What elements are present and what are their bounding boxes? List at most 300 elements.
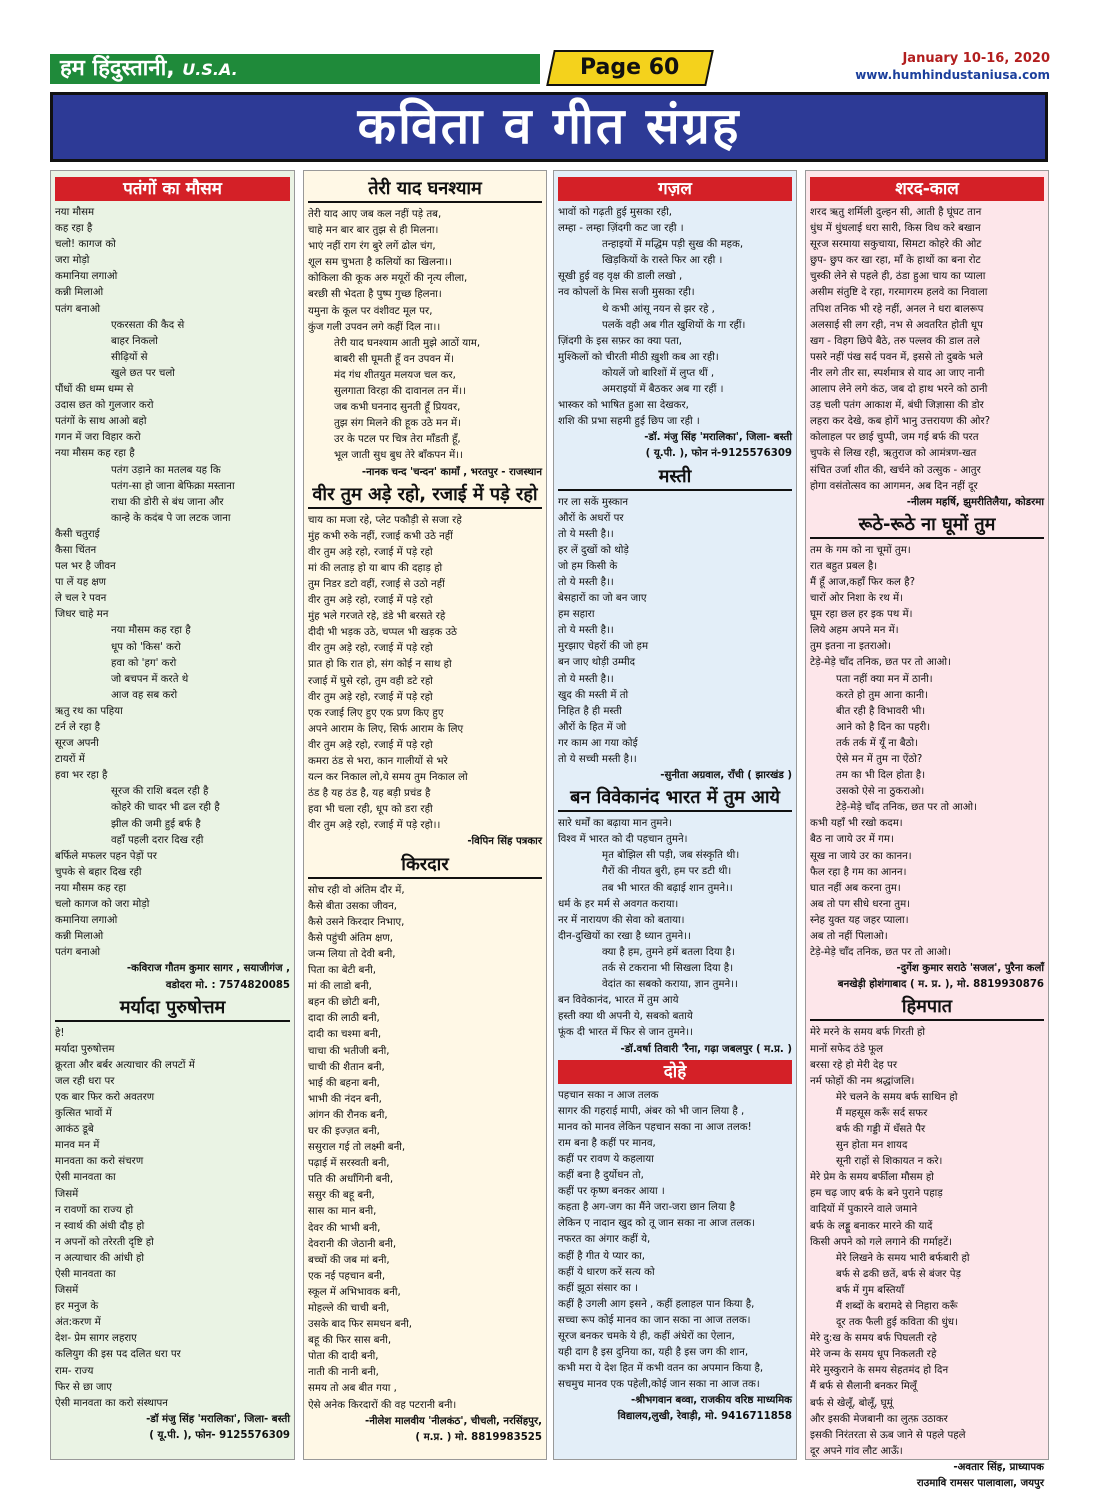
poem-line: जिसमें <box>55 1285 79 1297</box>
poem-line: बर्फिले मफलर पहन पेड़ों पर <box>55 850 157 862</box>
poem-line: जिधर चाहे मन <box>55 609 109 621</box>
poem-line: सचमुच मानव एक पहेली,कोई जान सका ना आज तक। <box>558 1379 760 1391</box>
poem-line: बीत रही है विभावरी भी। <box>836 705 926 717</box>
poem-line: धुंध में धुंधलाई धरा सारी, किस विध करे बखान <box>810 223 981 235</box>
poem-line: कहीं झूठा संसार का । <box>558 1282 638 1294</box>
poem-line: बहन की छोटी बनी, <box>308 997 380 1009</box>
poem-line: कमरा ठंड से भरा, कान गालीयों से भरे <box>308 756 448 767</box>
poem-line: कोहरे की चादर भी ढल रही है <box>111 802 220 814</box>
poem-line: हर मनुज के <box>55 1301 99 1313</box>
poem-line: उदास छत को गुलजार करो <box>55 400 154 412</box>
poem-line: धर्म के हर मर्म से अवगत कराया। <box>558 898 679 910</box>
poem-line: कभी यहाँ भी रखो कदम। <box>810 818 903 830</box>
poem-line: टेड़े-मेड़े चाँद तनिक, छत पर तो आओ। <box>810 947 951 959</box>
poem-line: पढ़ाई में सरस्वती बनी, <box>308 1158 390 1170</box>
poem-line: किसी अपने को गले लगाने की गर्माहटें। <box>810 1236 953 1248</box>
poem-line: राधा की डोरी से बंध जाना और <box>111 496 224 508</box>
poem-line: आने को है दिन का पहरी। <box>836 721 931 733</box>
poem-author: -अवतार सिंह, प्राध्यापक <box>953 1461 1044 1473</box>
poem-author: -डॉ. मंजु सिंह 'मरालिका', जिला- बस्ती <box>644 432 792 444</box>
poem-line: चुस्की लेने से पहले ही, ठंडा हुआ चाय का प्याला <box>810 271 986 283</box>
poem-line: तो ये सच्ची मस्ती है।। <box>558 754 637 765</box>
poem-title: मस्ती <box>558 465 792 491</box>
poem-author: -दुर्गेश कुमार सराठे 'सजल', पुरैना कलाँ <box>896 963 1044 975</box>
poem-line: जन्म लिया तो देवी बनी, <box>308 948 396 960</box>
poem-line: सूरज की राशि बदल रही है <box>111 786 209 798</box>
poem-author: -नीलेश मालवीय 'नीलकंठ', चीचली, नरसिंहपुर, <box>364 1415 542 1427</box>
poem-line: बच्चों की जब मां बनी, <box>308 1254 390 1266</box>
poem-line: देवरानी की जेठानी बनी, <box>308 1238 397 1250</box>
poem-line: बेसहारों का जो बन जाए <box>558 593 647 605</box>
poem-line: वहाँ पहली दरार दिख रही <box>111 834 204 846</box>
poem-line: और इसकी मेजबानी का लुत्फ़ उठाकर <box>810 1413 948 1425</box>
poem-author: -विपिन सिंह पत्रकार <box>467 836 542 848</box>
poem-line: मानों सफेद ठंडे फूल <box>810 1043 884 1055</box>
poem-line: पौंधों की धम्म धम्म से <box>55 384 134 396</box>
poem-author: बनखेड़ी होशंगाबाद ( म. प्र. ), मो. 8819930876 <box>837 979 1044 991</box>
poem-line: क्या है हम, तुमने हमें बतला दिया है। <box>602 946 735 958</box>
poem-line: एक रजाई लिए हुए एक प्रण किए हुए <box>308 707 444 719</box>
poem-line: गगन में जरा विहार करो <box>55 432 141 444</box>
poem-line: ऐसी मानवता का <box>55 1172 116 1184</box>
poem-line: पलकें वही अब गीत खुशियों के गा रहीं। <box>602 319 746 331</box>
poem-line: थे कभी आंसू नयन से झर रहे , <box>602 303 715 315</box>
poem-line: भास्कर को भाषित हुआ सा देखकर, <box>558 400 689 412</box>
poem-line: अमराइयों में बैठकर अब गा रहीं । <box>602 384 724 396</box>
poem-line: होगा वसंतोत्सव का आगमन, अब दिन नहीं दूर <box>810 480 978 492</box>
poem-author: ( यू.पी. ), फोन नं-9125576309 <box>645 448 792 460</box>
poem-author: राउमावि रामसर पालावाला, जयपुर <box>916 1478 1044 1490</box>
poem-line: वीर तुम अड़े रहो, रजाई में पड़े रहो <box>308 595 433 607</box>
poem-line: कमानिया लगाओ <box>55 915 118 927</box>
poem-line: बर्फ से खेलूँ, बोलूँ, घूमूं <box>810 1397 893 1409</box>
poem-title: बन विवेकानंद भारत में तुम आये <box>558 786 792 812</box>
poem-line: बहू की फिर सास बनी, <box>308 1335 392 1347</box>
poem-line: कहीं है गीत ये प्यार का, <box>558 1250 646 1262</box>
poem-line: नीर लगे तीर सा, स्पर्शमात्र से याद आ जाए नानी <box>810 367 985 379</box>
poem-line: न अत्याचार की आंधी हो <box>55 1252 144 1264</box>
poem-line: इसकी निरंतरता से ऊब जाने से पहले पहले <box>810 1429 966 1441</box>
poem-line: गर काम आ गया कोई <box>558 737 638 749</box>
poem-line: मैं बर्फ से सैलानी बनकर मिलूँ <box>810 1381 917 1393</box>
poem-line: करते हो तुम आना कानी। <box>836 689 929 701</box>
poem-line: तो ये मस्ती है।। <box>558 673 614 685</box>
poem-line: प्रात हो कि रात हो, संग कोई न साथ हो <box>308 659 452 671</box>
column-4 <box>805 170 1049 1490</box>
poem-line: तेरी याद घनश्याम आती मुझे आठों याम, <box>334 337 481 349</box>
poem-line: लिये अहम अपने मन में। <box>810 625 899 637</box>
poem-line: मर्यादा पुरुषोत्तम <box>55 1043 115 1055</box>
poem-line: बन विवेकानंद, भारत में तुम आये <box>558 995 679 1007</box>
poem-line: बरछी सी भेदता है पुष्प गुच्छ हिलना। <box>308 289 442 301</box>
poem-author: -कविराज गौतम कुमार सागर , सयाजीगंज , <box>126 963 290 975</box>
poem-line: दादा की लाठी बनी, <box>308 1013 380 1025</box>
poem-line: कैसी चतुराई <box>55 528 100 540</box>
poem-line: कन्नी मिलाओ <box>55 287 104 299</box>
poem-line: वीर तुम अड़े रहो, रजाई में पड़े रहो <box>308 643 433 655</box>
poem-line: कोकिला की कूक अरु मयूरों की नृत्य लीला, <box>308 273 468 285</box>
poem-line: संचित उर्जा शीत की, खर्चने को उत्सुक - आतुर <box>810 464 981 476</box>
poem-line: मैं शब्दों के बरामदे से निहारा करूँ <box>836 1301 958 1312</box>
poem-line: क्रूरता और बर्बर अत्याचार की लपटों में <box>55 1059 195 1071</box>
poem-line: चाहे मन बार बार तुझ से ही मिलना। <box>308 225 439 237</box>
page-number: Page 60 <box>546 50 714 86</box>
poem-author: -श्रीभगवान बव्वा, राजकीय वरिष्ठ माध्यमिक <box>631 1395 792 1407</box>
poem-line: अब तो नहीं पिलाओ। <box>810 931 888 943</box>
poem-line: कह रहा है <box>55 223 93 235</box>
poem-line: कोयलें जो बारिशों में लुप्त थीं , <box>602 367 715 379</box>
poem-line: अंत:करण में <box>55 1317 101 1329</box>
poem-line: हवा भी चला रही, धूप को डरा रही <box>308 804 433 816</box>
poem-line: एक नई पहचान बनी, <box>308 1270 386 1282</box>
poem-title: शरद-काल <box>810 177 1044 201</box>
poem-line: चाचा की भतीजी बनी, <box>308 1045 390 1057</box>
poem-line: चलो कागज को जरा मोड़ो <box>55 899 150 911</box>
poem-title: हिमपात <box>810 995 1044 1021</box>
poem-line: कन्नी मिलाओ <box>55 931 104 943</box>
poem-line: दादी का चश्मा बनी, <box>308 1029 382 1041</box>
poem-line: मेरे मुस्कुराने के समय सेहतमंद हो दिन <box>810 1365 949 1377</box>
poem-line: धूप को 'किस' करो <box>111 641 181 653</box>
poem-line: पा लें यह क्षण <box>55 577 107 589</box>
poem-title: रूठे-रूठे ना घूमों तुम <box>810 513 1044 539</box>
poem-line: टर्न ले रहा है <box>55 722 101 733</box>
poem-line: पतंग बनाओ <box>55 947 101 959</box>
poem-line: पहचान सका न आज तलक <box>558 1089 659 1101</box>
poem-line: सूरज बनकर चमके ये ही, कहीं अंधेरों का ऐलान, <box>558 1331 735 1342</box>
poem-line: तम का भी दिल होता है। <box>836 770 926 782</box>
poem-line: मोहल्ले की चाची बनी, <box>308 1303 390 1314</box>
poem-line: शूल सम चुभता है कलियों का खिलना।। <box>308 257 453 269</box>
poem-line: नाती की नानी बनी, <box>308 1367 379 1379</box>
poem-line: मैं हूँ आज,कहाँ फिर कल है? <box>810 576 915 588</box>
poem-line: दूर तक फैली हुई कविता की धुंध। <box>836 1317 958 1329</box>
poem-line: भाई की बहना बनी, <box>308 1077 380 1089</box>
poem-line: तपिश तनिक भी रहे नहीं, अनल ने धरा बालरूप <box>810 303 984 315</box>
poem-line: लहरा कर देखे, कब होगें भानु उत्तरायण की ओर? <box>810 416 991 428</box>
poem-line: मां की लाडो बनी, <box>308 981 372 993</box>
poem-line: शरद ऋतु शर्मिली दुल्हन सी, आती है घूंघट तान <box>810 207 982 218</box>
poem-line: आलाप लेने लगे कंठ, जब दो हाथ भरने को ठानी <box>810 384 988 396</box>
poem-line: ऐसी मानवता का करो संस्थापन <box>55 1397 168 1409</box>
poem-line: सूरज अपनी <box>55 738 99 750</box>
poem-line: मंद गंध शीतयुत मलयज चल कर, <box>334 369 456 381</box>
poem-line: कहीं है उगली आग इसने , कहीं हलाहल पान किया है, <box>558 1298 755 1310</box>
poem-title: तेरी याद घनश्याम <box>308 177 542 203</box>
poem-line: उसके बाद फिर समधन बनी, <box>308 1319 413 1331</box>
poem-line: टेड़े-मेड़े चाँद तनिक, छत पर तो आओ। <box>836 802 977 814</box>
poem-line: कहीं ये धारण करें सत्य को <box>558 1266 655 1278</box>
poem-line: कमानिया लगाओ <box>55 271 118 283</box>
poem-line: वादियों में पुकारने वाले जमाने <box>810 1204 918 1216</box>
poem-line: पोता की दादी बनी, <box>308 1351 379 1363</box>
poem-line: नर्म फोहों की नम श्रद्धांजलि। <box>810 1075 915 1087</box>
poem-line: उसको ऐसे ना ठुकराओ। <box>836 786 925 798</box>
poem-line: ऋतु रथ का पहिया <box>55 705 123 717</box>
poem-line: मेरे जन्म के समय धूप निकलती रहे <box>810 1349 937 1361</box>
poem-line: तेरी याद आए जब कल नहीं पड़े तब, <box>308 209 442 220</box>
poem-line: मैं महसूस करूँ सर्द सफर <box>836 1107 928 1119</box>
poem-line: आकंठ डूबे <box>55 1124 94 1136</box>
poem-line: वीर तुम अड़े रहो, रजाई में पड़े रहो <box>308 739 433 751</box>
poem-line: मेरे चलने के समय बर्फ साथिन हो <box>836 1091 958 1103</box>
poem-line: राम- राज्य <box>55 1365 94 1377</box>
poem-line: पतंग-सा हो जाना बेफिक्रा मस्ताना <box>111 480 235 492</box>
poem-line: ऐसे मन में तुम ना ऐंठो? <box>836 754 923 765</box>
poem-line: तर्क से टकराना भी सिखला दिया है। <box>602 963 734 975</box>
poem-line: नया मौसम <box>55 207 95 218</box>
poem-line: नया मौसम कह रहा <box>55 882 127 894</box>
poem-line: बर्फ की गड्डी में धँसते पैर <box>836 1123 926 1135</box>
poem-line: मेरे दु:ख के समय बर्फ पिघलती रहे <box>810 1333 937 1345</box>
poem-line: हे! <box>55 1027 65 1039</box>
poem-line: सागर की गहराई मापी, अंबर को भी जान लिया है , <box>558 1105 745 1117</box>
poem-line: पिता का बेटी बनी, <box>308 965 376 977</box>
poem-line: सारे धर्मों का बढ़ाया मान तुमने। <box>558 818 672 830</box>
poem-line: दीन-दुखियों का रखा है ध्यान तुमने।। <box>558 930 691 942</box>
poem-line: खुद की मस्ती में तो <box>558 689 629 701</box>
poem-line: चाय का मजा रहे, प्लेट पकौड़ी से सजा रहे <box>308 514 462 526</box>
poem-line: मेरे लिखने के समय भारी बर्फबारी हो <box>836 1252 970 1264</box>
poem-line: सास का मान बनी, <box>308 1206 377 1218</box>
poem-line: ले चल रे पवन <box>55 593 107 605</box>
poem-author: -डॉ मंजु सिंह 'मरालिका', जिला- बस्ती <box>146 1413 290 1425</box>
poem-line: मां की लताड़ हो या बाप की दहाड़ हो <box>308 562 443 574</box>
poem-line: हवा भर रहा है <box>55 770 108 782</box>
poem-line: फैल रहा है गम का आनन। <box>810 866 907 878</box>
poem-author: ( म.प्र. ) मो. 8819983525 <box>415 1431 542 1443</box>
poem-line: वेदांत का सबको कराया, ज्ञान तुमने।। <box>602 979 738 991</box>
poem-line: छुप- छुप कर खा रहा, माँ के हाथों का बना रोट <box>810 255 981 267</box>
poem-line: तुम इतना ना इतराओ। <box>810 641 891 653</box>
poem-line: पता नहीं क्या मन में ठानी। <box>836 673 933 685</box>
poem-line: यही दाग है इस दुनिया का, यही है इस जग की शान, <box>558 1347 749 1359</box>
poem-line: मृत बोझिल सी पड़ी, जब संस्कृति थी। <box>602 850 740 862</box>
poem-line: कहीं पर रावण ये कहलाया <box>558 1153 654 1165</box>
poem-line: सूखी हुई वह वृक्ष की डाली लखो , <box>558 271 683 283</box>
poem-author: वडोदरा मो. : 7574820085 <box>165 979 290 991</box>
poem-line: तन्हाइयों में मद्धिम पड़ी सुख की महक, <box>602 239 744 251</box>
poem-line: उर के पटल पर चित्र तेरा माँडती हूँ, <box>334 434 461 446</box>
poem-line: तम के गम को ना चूमों तुम। <box>810 544 911 556</box>
poem-line: लेकिन ए नादान खुद को तू जान सका ना आज तलक। <box>558 1218 755 1230</box>
poem-line: सच्चा रूप कोई मानव का जान सका ना आज तलक। <box>558 1314 751 1326</box>
column-3 <box>553 170 797 1460</box>
poem-line: पसरे नहीं पंख सर्द पवन में, इससे तो दुबके भले <box>810 351 983 363</box>
poem-line: दीदी भी भड़क उठे, चप्पल भी खड़क उठे <box>308 627 457 639</box>
poem-line: फिर से छा जाए <box>55 1381 112 1393</box>
poem-line: कैसे बीता उसका जीवन, <box>308 900 398 912</box>
poem-line: मुंह कभी रुके नहीं, रजाई कभी उठे नहीं <box>308 530 453 542</box>
poem-line: मेरे प्रेम के समय बर्फीला मौसम हो <box>810 1172 934 1184</box>
poem-line: आज वह सब करो <box>111 689 178 701</box>
poem-title: वीर तुम अड़े रहो, रजाई में पड़े रहो <box>308 483 542 509</box>
masthead <box>50 50 1050 88</box>
poem-line: मानव मन में <box>55 1140 100 1152</box>
poem-line: भाएं नहीं राग रंग बुरे लगें ढोल चंग, <box>308 241 436 253</box>
page-title: कविता व गीत संग्रह <box>50 92 1048 162</box>
poem-author: ( यू.पी. ), फोन- 9125576309 <box>149 1429 290 1441</box>
issue-date: January 10-16, 2020 <box>902 51 1050 66</box>
poem-line: कहीं पर कृष्ण बनकर आया । <box>558 1186 665 1198</box>
poem-line: वीर तुम अड़े रहो, रजाई में पड़े रहो।। <box>308 820 441 832</box>
poem-line: देवर की भाभी बनी, <box>308 1222 381 1234</box>
poem-line: वीर तुम अड़े रहो, रजाई में पड़े रहो <box>308 691 433 703</box>
poem-line: कान्हे के कदंब पे जा लटक जाना <box>111 512 231 524</box>
poem-line: राम बना है कहीं पर मानव, <box>558 1137 656 1149</box>
poem-line: मुरझाए चेहरों की जो हम <box>558 641 649 653</box>
poem-line: नर में नारायण की सेवा को बताया। <box>558 914 685 926</box>
poem-line: बरसा रहे हो मेरी देह पर <box>810 1059 897 1071</box>
poem-line: टायरों में <box>55 754 85 766</box>
poem-title: मर्यादा पुरुषोत्तम <box>55 996 290 1022</box>
poem-line: कैसा चिंतन <box>55 544 97 556</box>
poem-line: तर्क तर्क में यूँ ना बैठो। <box>836 737 918 749</box>
poem-line: घूम रहा छल हर इक पथ में। <box>810 609 913 621</box>
poem-line: चुपके से लिख रही, ऋतुराज को आमंत्रण-खत <box>810 448 977 460</box>
poem-line: चलो! कागज को <box>55 239 116 251</box>
poem-line: लम्हा - लम्हा ज़िंदगी कट जा रही । <box>558 223 684 235</box>
poem-line: ऐसी मानवता का <box>55 1269 116 1280</box>
poem-line: बाहर निकलो <box>111 335 158 347</box>
poem-line: औरों के अधरों पर <box>558 512 624 524</box>
poem-line: सोच रही वो अंतिम दौर में, <box>308 884 405 896</box>
poem-line: कभी मरा ये देश हित में कभी वतन का अपमान किया है, <box>558 1363 764 1375</box>
poem-line: रजाई में घुसे रहो, तुम वही डटे रहो <box>308 675 433 687</box>
poem-line: गर ला सकें मुस्कान <box>558 496 629 508</box>
poem-line: उड़ चली पतंग आकाश में, बंधी जिज्ञासा की डोर <box>810 400 984 412</box>
poem-line: तो ये मस्ती है।। <box>558 576 614 588</box>
poem-line: सूख ना जाये उर का कानन। <box>810 850 912 862</box>
poem-line: भावों को गढ़ती हुई मुसका रही, <box>558 207 672 218</box>
poem-line: ऐसे अनेक किरदारों की वह पटरानी बनी। <box>308 1399 457 1411</box>
poem-line: जब कभी घननाद सुनती हूँ प्रियवर, <box>334 402 461 414</box>
poem-line: पतंगों के साथ आओ बहो <box>55 416 147 428</box>
poem-line: कहता है अग-जग का मैंने जरा-जरा छान लिया है <box>558 1202 736 1214</box>
poem-line: तुम निडर डटो वहीं, रजाई से उठो नहीं <box>308 578 445 590</box>
poem-line: खग - विहग छिपे बैठे, तरु पल्लव की डाल तले <box>810 335 980 347</box>
poem-line: बन जाए थोड़ी उम्मीद <box>558 657 636 669</box>
poem-line: नफरत का अंगार कहीं ये, <box>558 1234 651 1246</box>
poem-line: अलसाई सी लग रही, नभ से अवतरित होती धूप <box>810 319 983 331</box>
poem-line: बर्फ में गुम बस्तियाँ <box>836 1284 905 1296</box>
poem-line: मानव को मानव लेकिन पहचान सका ना आज तलक! <box>558 1121 752 1133</box>
poem-line: मुंह भले गरजते रहे, डंडे भी बरसते रहे <box>308 611 446 623</box>
poem-line: आंगन की रौनक बनी, <box>308 1109 388 1121</box>
website-link[interactable]: www.humhindustaniusa.com <box>855 68 1050 82</box>
poem-line: हस्ती क्या थी अपनी ये, सबको बताये <box>558 1011 693 1023</box>
poem-line: गैरों की नीयत बुरी, हम पर डटी थी। <box>602 866 732 878</box>
poem-author: विद्यालय,लुखी, रेवाड़ी, मो. 9416711858 <box>617 1411 792 1423</box>
poem-title: किरदार <box>308 853 542 879</box>
poem-line: एकरसता की कैद से <box>111 319 185 331</box>
poem-line: बैठ ना जाये उर में गम। <box>810 834 894 846</box>
poem-line: झील की जमी हुई बर्फ है <box>111 818 201 830</box>
brand-name: हम हिंदुस्तानी, U.S.A. <box>50 54 540 84</box>
poem-line: चाची की शैतान बनी, <box>308 1061 385 1073</box>
poem-line: जो बचपन में करते थे <box>111 673 189 685</box>
poem-line: मानवता का करो संचरण <box>55 1156 144 1168</box>
poem-line: समय तो अब बीत गया , <box>308 1383 397 1395</box>
poem-line: चारों ओर निशा के रथ में। <box>810 593 904 605</box>
poem-line: सूनी राहों से शिकायत न करे। <box>836 1156 943 1168</box>
poem-line: घर की इज्ज़त बनी, <box>308 1125 380 1137</box>
poem-line: एक बार फिर करो अवतरण <box>55 1091 155 1103</box>
poem-line: निहित है ही मस्ती <box>558 705 622 717</box>
poem-line: टेड़े-मेड़े चाँद तनिक, छत पर तो आओ। <box>810 657 951 669</box>
poem-line: जो हम किसी के <box>558 560 618 572</box>
poem-line: कोलाहल पर छाई चुप्पी, जम गई बर्फ की परत <box>810 432 979 444</box>
poem-line: ठंड है यह ठंड है, यह बड़ी प्रचंड है <box>308 788 431 800</box>
poem-line: पतंग उड़ाने का मतलब यह कि <box>111 464 221 476</box>
poem-line: हर लें दुखों को थोड़े <box>558 544 629 556</box>
poem-line: रात बहुत प्रबल है। <box>810 560 878 572</box>
poem-line: तब भी भारत की बढ़ाई शान तुमने।। <box>602 882 733 894</box>
poem-line: न रावणों का राज्य हो <box>55 1204 134 1216</box>
poem-line: ज़िंदगी के इस सफ़र का क्या पता, <box>558 335 682 347</box>
poem-line: यत्न कर निकाल लो,ये समय तुम निकाल लो <box>308 772 468 784</box>
poem-line: शशि की प्रभा सहमी हुई छिप जा रही । <box>558 416 700 428</box>
poem-line: यमुना के कूल पर वंशीवट मूल पर, <box>308 305 433 317</box>
poem-line: मेरे मरने के समय बर्फ गिरती हो <box>810 1027 926 1039</box>
poem-line: भाभी की नंदन बनी, <box>308 1093 382 1105</box>
poem-title: पतंगों का मौसम <box>55 177 290 201</box>
column-1 <box>50 170 295 1460</box>
poem-line: विश्व में भारत को दी पहचान तुमने। <box>558 834 688 846</box>
poem-line: स्नेह युक्त यह जहर प्याला। <box>810 914 909 926</box>
column-2 <box>303 170 547 1460</box>
poem-line: कुंज गली उपवन लगे कहीं दिल ना।। <box>308 321 441 333</box>
poem-line: पल भर है जीवन <box>55 561 116 573</box>
poem-line: असीम संतुष्टि दे रहा, गरमागरम हलवे का निवाला <box>810 287 988 299</box>
poem-line: स्कूल में अभिभावक बनी, <box>308 1286 401 1298</box>
poem-line: नव कोपलों के मिस सजी मुसका रही। <box>558 287 695 299</box>
poem-line: जिसमें <box>55 1188 79 1200</box>
poem-line: सूरज सरमाया सकुचाया, सिमटा कोहरे की ओट <box>810 239 982 251</box>
poem-line: कैसे उसने किरदार निभाए, <box>308 916 405 928</box>
poem-line: कैसे पहुंची अंतिम क्षण, <box>308 932 393 944</box>
poem-line: घात नहीं अब करना तुम। <box>810 882 901 894</box>
poem-line: न स्वार्थ की अंधी दौड़ हो <box>55 1220 145 1232</box>
poem-line: दूर अपने गांव लौट आऊँ। <box>810 1445 903 1457</box>
poem-line: भूल जाती सुध बुध तेरे बाँकपन में।। <box>334 450 463 462</box>
poem-line: औरों के हित में जो <box>558 721 627 733</box>
poem-line: अब तो पग सीधे धरना तुम। <box>810 898 911 910</box>
poem-author: -नीलम महर्षि, झुमरीतिलैया, कोडरमा <box>906 496 1044 508</box>
poem-title: दोहे <box>558 1060 792 1084</box>
poem-line: तो ये मस्ती है।। <box>558 528 614 540</box>
poem-line: जल रही धरा पर <box>55 1075 115 1087</box>
poem-line: बाबरी सी घूमती हूँ वन उपवन में। <box>334 353 454 365</box>
poem-line: हवा को 'हग' करो <box>111 657 177 669</box>
poem-line: तो ये मस्ती है।। <box>558 625 614 637</box>
poem-line: बर्फ से ढकी छतें, बर्फ से बंजर पेड़ <box>836 1268 961 1280</box>
poem-line: खुले छत पर चलो <box>111 367 175 379</box>
poem-title: गज़ल <box>558 177 792 201</box>
poem-line: हम चढ़ जाए बर्फ के बने पुराने पहाड़ <box>810 1188 943 1200</box>
poem-line: नया मौसम कह रहा है <box>111 625 191 637</box>
poem-line: सुलगाता विरहा की दावानल तन में।। <box>334 386 466 398</box>
poem-line: मुश्किलों को चीरती मीठी ख़ुशी कब आ रही। <box>558 351 719 363</box>
poem-line: खिड़कियों के रास्ते फिर आ रही । <box>602 255 723 267</box>
poem-line: नया मौसम कह रहा है <box>55 448 135 460</box>
poem-line: सुन होता मन शायद <box>836 1140 908 1152</box>
poem-line: न अपनों को तरेरती दृष्टि हो <box>55 1236 154 1248</box>
poem-line: जरा मोड़ो <box>55 255 90 267</box>
poem-author: -डॉ.वर्षा तिवारी 'रैना, गढ़ा जबलपुर ( म.प्र. ) <box>620 1043 792 1055</box>
poem-line: ससुर की बहू बनी, <box>308 1190 375 1202</box>
poem-line: पति की अर्धांगिनी बनी, <box>308 1174 394 1186</box>
